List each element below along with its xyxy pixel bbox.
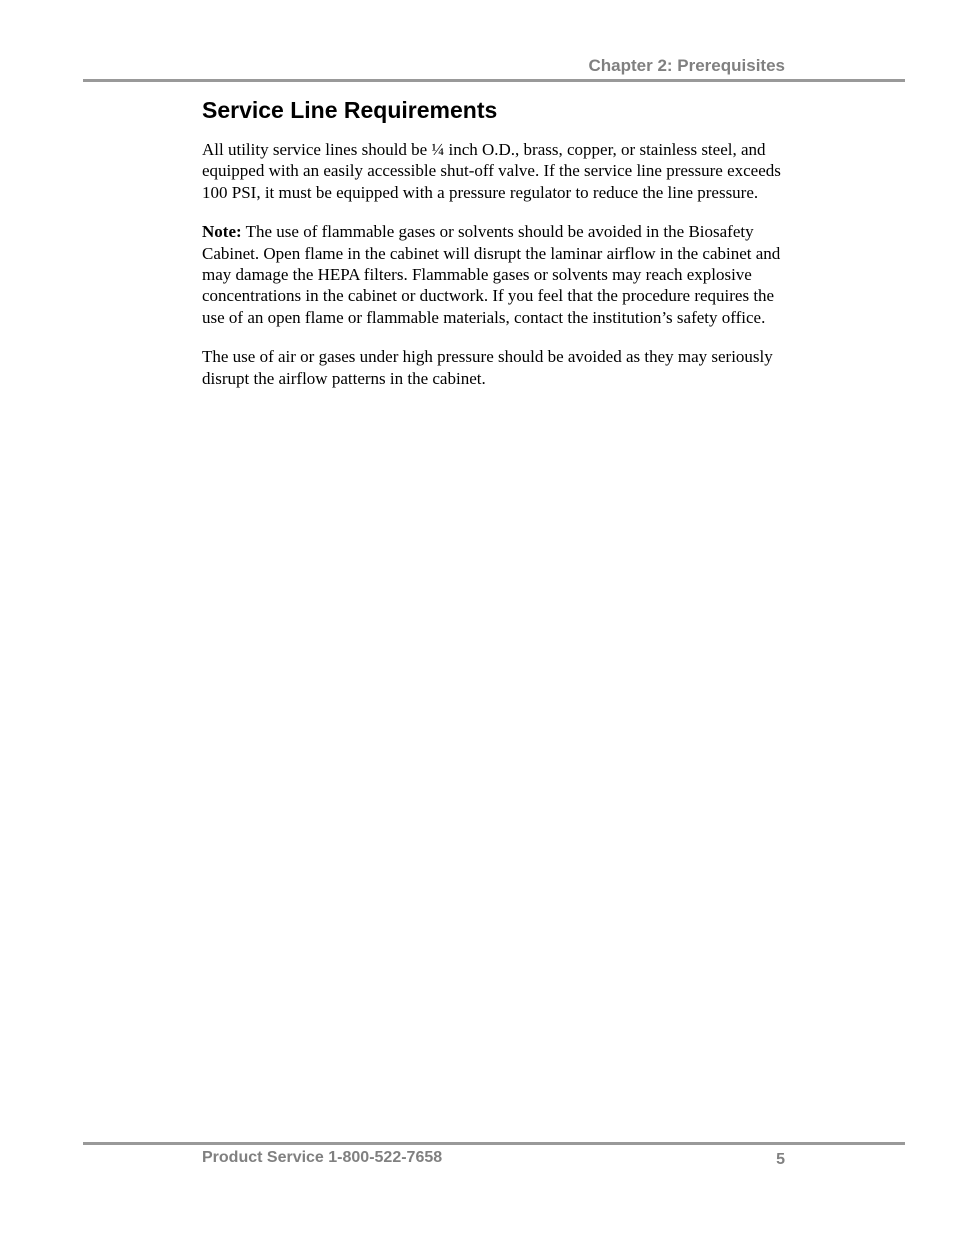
header-rule [83, 79, 905, 82]
note-label: Note: [202, 222, 242, 242]
page-content [202, 96, 792, 407]
running-header: Chapter 2: Prerequisites [588, 56, 785, 75]
page-number: 5 [776, 1151, 785, 1168]
paragraph-note [202, 221, 792, 328]
note-text: The use of flammable gases or solvents should be avoided in the Biosafety Cabinet. Open flame in the cabinet will disrupt the laminar airflow in the cabinet and may damage the HEPA filters. Flammable gases or solvents may reach explosive concentrations in the cabinet or ductwork. If you feel that the procedure requires the use of an open flame or flammable materials, contact the institution’s safety office. [202, 222, 781, 327]
footer-product-service: Product Service 1-800-522-7658 [202, 1149, 443, 1166]
section-title: Service Line Requirements [202, 97, 498, 123]
paragraph-high-pressure: The use of air or gases under high pressure should be avoided as they may seriously disrupt the airflow patterns in the cabinet. [202, 347, 773, 388]
paragraph-service-lines: All utility service lines should be ¼ inch O.D., brass, copper, or stainless steel, and equipped with an easily accessible shut-off valve. If the service line pressure exceeds 100 PSI, it must be equipped with a pressure regulator to reduce the line pressure. [202, 140, 781, 202]
footer-rule [83, 1142, 905, 1145]
